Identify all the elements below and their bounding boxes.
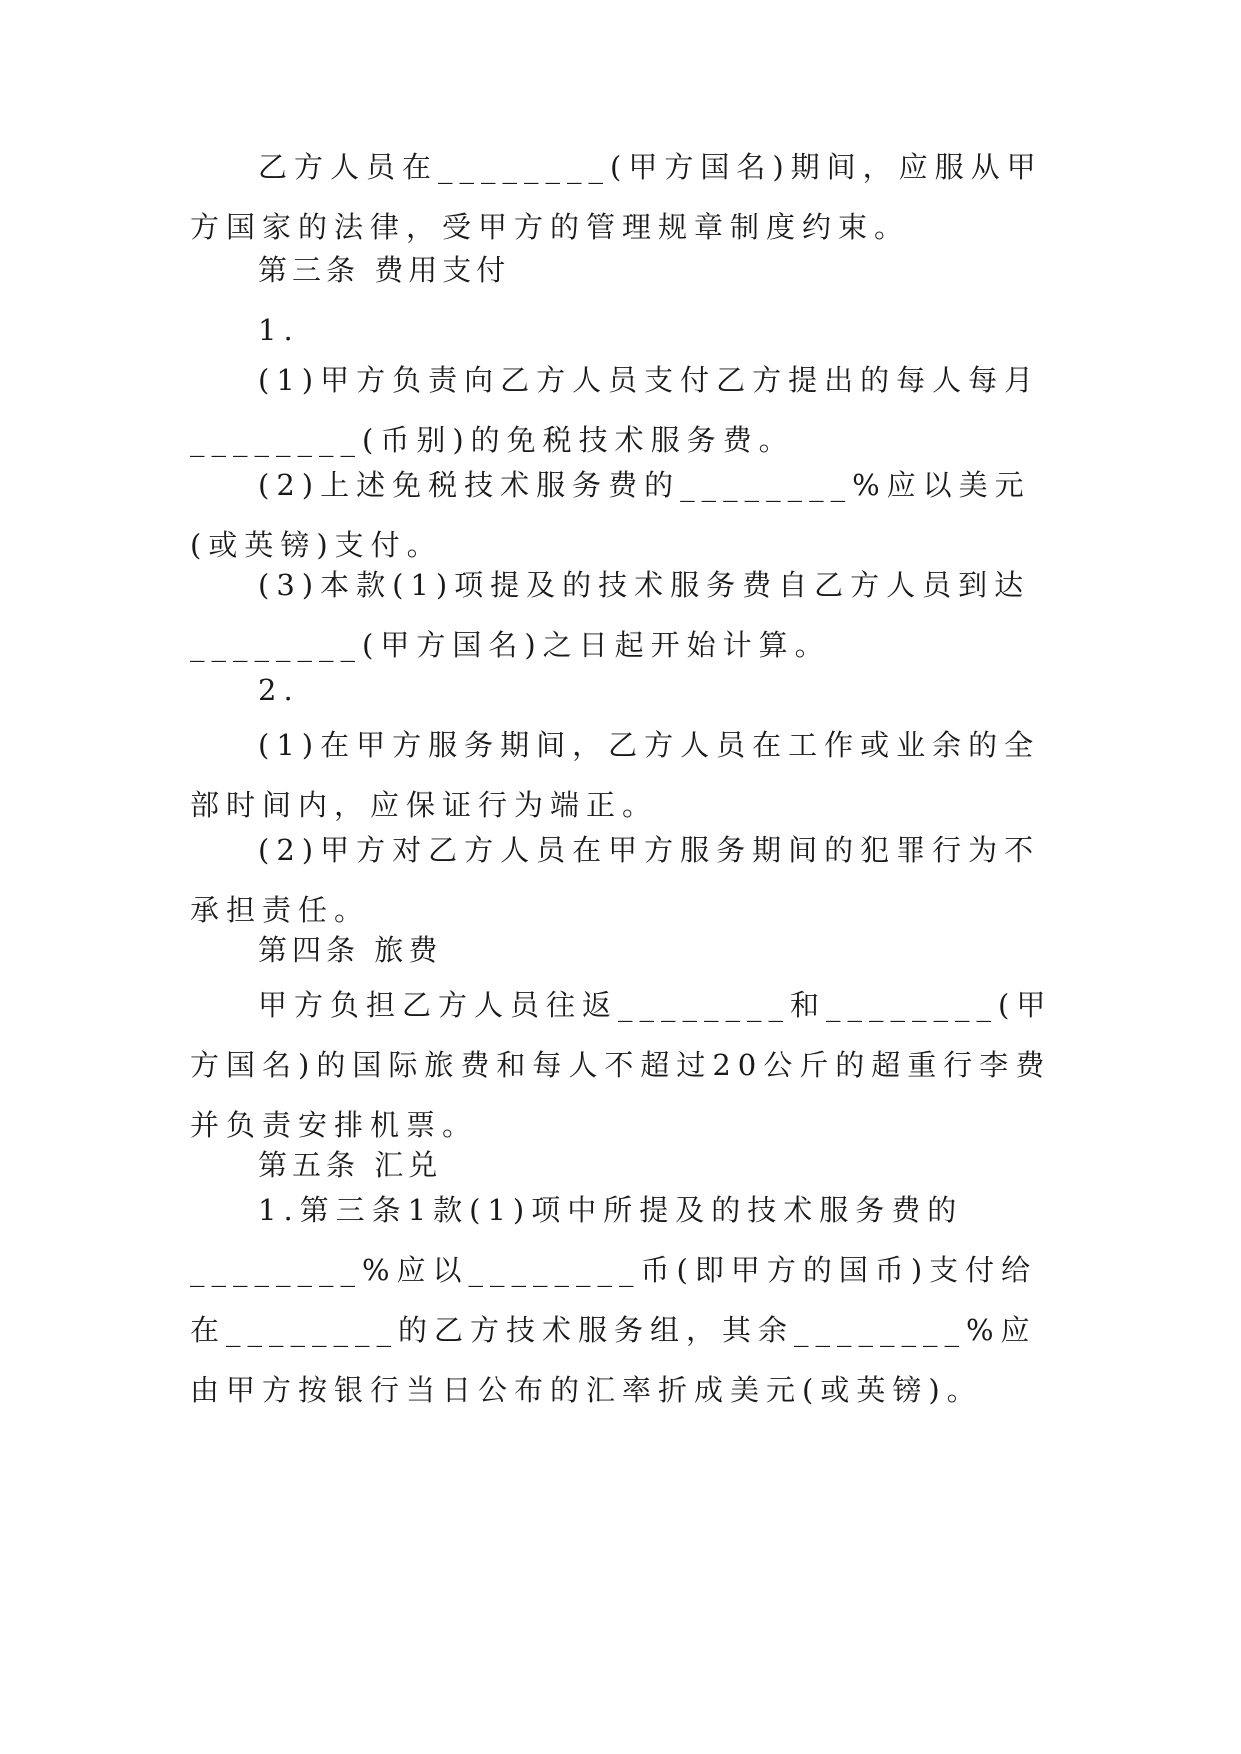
clause-1-2: (2)上述免税技术服务费的________%应以美元(或英镑)支付。	[190, 468, 1031, 562]
heading-article-4: 第四条 旅费	[258, 933, 443, 967]
clause-exchange-1: 1.第三条1款(1)项中所提及的技术服务费的________%应以________币(即甲方的国币)支付给在________的乙方技术服务组，其余________%应由甲方按银行当日公布的汇率折成美元(或英镑)。	[190, 1193, 1038, 1407]
clause-1-1: (1)甲方负责向乙方人员支付乙方提出的每人每月________(币别)的免税技术服务费。	[190, 363, 1041, 457]
clause-2-1: (1)在甲方服务期间，乙方人员在工作或业余的全部时间内，应保证行为端正。	[190, 728, 1041, 822]
heading-article-5: 第五条 汇兑	[258, 1148, 443, 1182]
paragraph-jurisdiction: 乙方人员在________(甲方国名)期间，应服从甲方国家的法律，受甲方的管理规章制度约束。	[190, 150, 1043, 244]
clause-1-3: (3)本款(1)项提及的技术服务费自乙方人员到达________(甲方国名)之日起开始计算。	[190, 568, 1031, 662]
heading-article-3: 第三条 费用支付	[258, 253, 511, 287]
clause-2-2: (2)甲方对乙方人员在甲方服务期间的犯罪行为不承担责任。	[190, 833, 1041, 927]
paragraph-travel: 甲方负担乙方人员往返________和________(甲方国名)的国际旅费和每人不超过20公斤的超重行李费并负责安排机票。	[190, 988, 1053, 1142]
clause-number-1: 1.	[258, 313, 300, 347]
clause-number-2: 2.	[258, 673, 300, 707]
